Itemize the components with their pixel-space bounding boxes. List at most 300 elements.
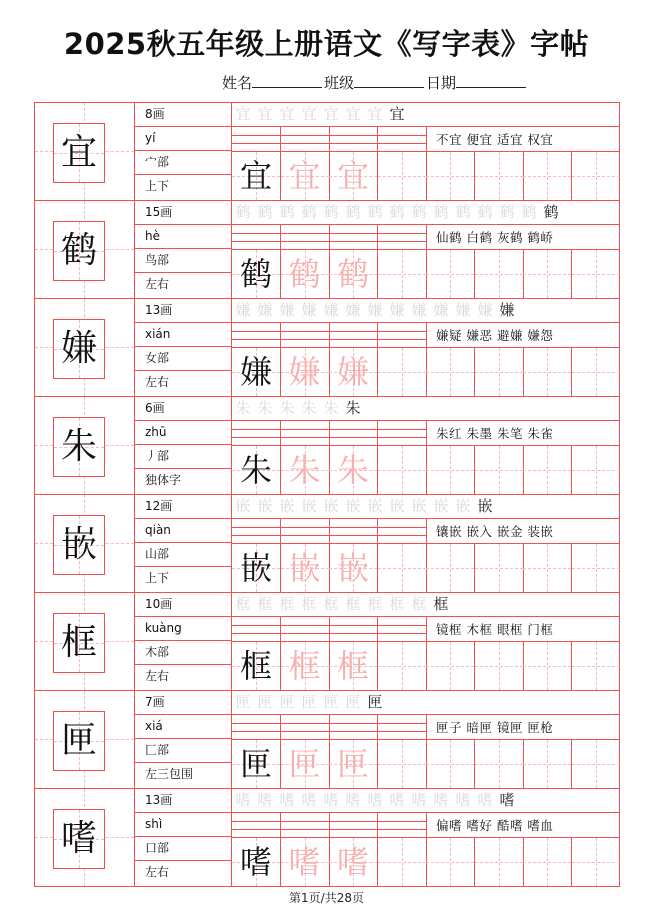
radical: 口部 xyxy=(134,837,231,861)
pinyin-writing-cell[interactable] xyxy=(378,617,427,641)
character-info xyxy=(134,299,232,396)
writing-cell[interactable] xyxy=(329,152,378,200)
character-info xyxy=(134,691,232,788)
writing-cell[interactable] xyxy=(232,642,281,690)
stroke-step: 嗜 xyxy=(279,791,295,809)
structure: 独体字 xyxy=(145,473,182,487)
guide-line xyxy=(572,568,620,569)
guide-line xyxy=(426,568,474,569)
pinyin-writing-cell[interactable] xyxy=(378,421,427,445)
pinyin-line xyxy=(378,241,426,242)
guide-line xyxy=(378,862,426,863)
model-character: 朱 xyxy=(60,426,97,467)
stroke-step: 框 xyxy=(279,595,295,613)
trace-character: 宜 xyxy=(336,157,369,195)
character-info xyxy=(134,495,232,592)
pinyin-writing-cell[interactable] xyxy=(329,813,378,837)
pinyin-line xyxy=(329,625,377,626)
writing-cell[interactable] xyxy=(281,838,330,886)
pinyin-line xyxy=(329,535,377,536)
guide-line xyxy=(523,568,571,569)
model-character-cell xyxy=(35,495,135,592)
structure: 左右 xyxy=(145,277,170,291)
pinyin-line xyxy=(232,143,280,144)
guide-line xyxy=(523,470,571,471)
trace-character: 匣 xyxy=(336,745,369,783)
stroke-order-row xyxy=(232,201,619,225)
writing-cell[interactable] xyxy=(378,838,427,886)
writing-cell[interactable] xyxy=(232,250,281,298)
pinyin-writing-cell[interactable] xyxy=(281,323,330,347)
writing-cell[interactable] xyxy=(232,544,281,592)
writing-cell[interactable] xyxy=(523,250,572,298)
date-label: 日期 xyxy=(426,74,457,92)
character-info xyxy=(134,103,232,200)
pinyin: xiá xyxy=(134,715,231,739)
pinyin-line xyxy=(378,821,426,822)
writing-cell[interactable] xyxy=(572,348,620,396)
writing-cell[interactable] xyxy=(523,838,572,886)
pinyin-line xyxy=(378,527,426,528)
model-character-cell xyxy=(35,397,135,494)
writing-cell[interactable] xyxy=(475,642,524,690)
model-character-cell xyxy=(35,691,135,788)
guide-line xyxy=(378,176,426,177)
stroke-step: 嫌 xyxy=(499,301,515,319)
pinyin-line xyxy=(329,723,377,724)
pinyin-row xyxy=(232,617,619,642)
pinyin: zhū xyxy=(134,421,231,445)
writing-cell[interactable] xyxy=(523,446,572,494)
guide-line xyxy=(378,470,426,471)
stroke-step: 鹤 xyxy=(279,203,295,221)
structure: 上下 xyxy=(145,179,170,193)
writing-cell[interactable] xyxy=(475,740,524,788)
writing-cell[interactable] xyxy=(523,152,572,200)
writing-cell[interactable] xyxy=(572,250,620,298)
stroke-step: 鹤 xyxy=(411,203,427,221)
trace-character: 框 xyxy=(288,647,321,685)
pinyin-line xyxy=(232,829,280,830)
stroke-step: 嗜 xyxy=(345,791,361,809)
pinyin-line xyxy=(281,821,329,822)
pinyin-writing-cell[interactable] xyxy=(232,813,281,837)
stroke-step: 嫌 xyxy=(367,301,383,319)
pinyin-writing-cell[interactable] xyxy=(329,225,378,249)
writing-cell[interactable] xyxy=(232,446,281,494)
guide-line xyxy=(378,568,426,569)
stroke-step: 嵌 xyxy=(389,497,405,515)
stroke-order-row xyxy=(232,103,619,127)
pinyin-line xyxy=(329,135,377,136)
pinyin-line xyxy=(281,527,329,528)
pinyin-writing-cell[interactable] xyxy=(378,225,427,249)
example-words: 镜框 木框 眼框 门框 xyxy=(436,622,554,637)
pinyin: yí xyxy=(134,127,231,151)
pinyin-writing-cell[interactable] xyxy=(329,519,378,543)
pinyin-writing-cell[interactable] xyxy=(281,813,330,837)
example-words: 镶嵌 嵌入 嵌金 装嵌 xyxy=(436,524,554,539)
model-character: 匣 xyxy=(60,720,97,761)
pinyin-line xyxy=(281,429,329,430)
stroke-step: 嫌 xyxy=(279,301,295,319)
pinyin-line xyxy=(232,633,280,634)
guide-line xyxy=(523,176,571,177)
example-character: 嫌 xyxy=(239,353,272,391)
pinyin-line xyxy=(329,339,377,340)
pinyin-writing-cell[interactable] xyxy=(281,617,330,641)
stroke-step: 嵌 xyxy=(257,497,273,515)
stroke-count: 7画 xyxy=(134,691,231,715)
pinyin-row xyxy=(232,813,619,838)
writing-cell[interactable] xyxy=(523,740,572,788)
trace-character: 框 xyxy=(336,647,369,685)
stroke-order-row xyxy=(232,495,619,519)
pinyin-writing-cell[interactable] xyxy=(232,617,281,641)
trace-character: 匣 xyxy=(288,745,321,783)
pinyin-line xyxy=(329,233,377,234)
stroke-count: 6画 xyxy=(134,397,231,421)
model-character-box xyxy=(53,319,105,379)
trace-character: 朱 xyxy=(288,451,321,489)
guide-line xyxy=(572,470,620,471)
stroke-order-row xyxy=(232,299,619,323)
structure: 左右 xyxy=(145,375,170,389)
guide-line xyxy=(426,666,474,667)
pinyin-row xyxy=(232,715,619,740)
guide-line xyxy=(523,862,571,863)
writing-cell[interactable] xyxy=(572,446,620,494)
pinyin-line xyxy=(281,437,329,438)
stroke-step: 嗜 xyxy=(235,791,251,809)
guide-line xyxy=(572,274,620,275)
guide-line xyxy=(426,470,474,471)
stroke-step: 宜 xyxy=(323,105,339,123)
writing-cell[interactable] xyxy=(572,544,620,592)
pinyin-line xyxy=(329,437,377,438)
writing-cell[interactable] xyxy=(329,250,378,298)
pinyin-writing-cell[interactable] xyxy=(329,715,378,739)
writing-cell[interactable] xyxy=(426,740,475,788)
stroke-step: 嵌 xyxy=(301,497,317,515)
stroke-step: 嗜 xyxy=(477,791,493,809)
date-blank[interactable] xyxy=(456,72,526,88)
pinyin-row xyxy=(232,225,619,250)
writing-cell[interactable] xyxy=(426,446,475,494)
example-words: 匣子 暗匣 镜匣 匣枪 xyxy=(436,720,554,735)
writing-cell[interactable] xyxy=(329,740,378,788)
pinyin-writing-cell[interactable] xyxy=(232,127,281,151)
writing-cell[interactable] xyxy=(378,348,427,396)
writing-cell[interactable] xyxy=(329,348,378,396)
writing-cell[interactable] xyxy=(523,544,572,592)
practice-grid xyxy=(232,691,619,788)
writing-cell[interactable] xyxy=(523,642,572,690)
pinyin-writing-cell[interactable] xyxy=(281,225,330,249)
guide-line xyxy=(378,372,426,373)
trace-character: 鹤 xyxy=(288,255,321,293)
pinyin-line xyxy=(281,331,329,332)
model-character-box xyxy=(53,613,105,673)
stroke-step: 嫌 xyxy=(323,301,339,319)
class-label: 班级 xyxy=(324,74,355,92)
writing-cell[interactable] xyxy=(281,348,330,396)
trace-character: 嵌 xyxy=(288,549,321,587)
pinyin-writing-cell[interactable] xyxy=(281,421,330,445)
guide-line xyxy=(523,666,571,667)
character-block xyxy=(35,103,619,201)
practice-grid xyxy=(232,103,619,200)
writing-cell[interactable] xyxy=(475,446,524,494)
stroke-step: 嫌 xyxy=(345,301,361,319)
writing-cell[interactable] xyxy=(281,740,330,788)
pinyin-writing-cell[interactable] xyxy=(378,519,427,543)
pinyin-line xyxy=(378,437,426,438)
example-character: 嗜 xyxy=(239,843,272,881)
stroke-count: 8画 xyxy=(134,103,231,127)
stroke-order-row xyxy=(232,593,619,617)
pinyin-line xyxy=(378,429,426,430)
stroke-step: 宜 xyxy=(301,105,317,123)
writing-cell[interactable] xyxy=(572,152,620,200)
pinyin-line xyxy=(378,233,426,234)
writing-cell[interactable] xyxy=(378,740,427,788)
writing-cell[interactable] xyxy=(572,838,620,886)
stroke-order-row xyxy=(232,789,619,813)
practice-grid xyxy=(232,397,619,494)
pinyin-writing-cell[interactable] xyxy=(281,127,330,151)
pinyin-line xyxy=(281,731,329,732)
writing-cell[interactable] xyxy=(475,838,524,886)
pinyin-line xyxy=(329,429,377,430)
pinyin-writing-cell[interactable] xyxy=(232,715,281,739)
trace-character: 嗜 xyxy=(288,843,321,881)
example-character: 嵌 xyxy=(239,549,272,587)
writing-cell[interactable] xyxy=(572,642,620,690)
pinyin-writing-cell[interactable] xyxy=(378,127,427,151)
pinyin-writing-cell[interactable] xyxy=(378,813,427,837)
practice-grid xyxy=(232,495,619,592)
pinyin-writing-cell[interactable] xyxy=(329,421,378,445)
pinyin-line xyxy=(281,135,329,136)
writing-cell[interactable] xyxy=(281,250,330,298)
page-title: 2025秋五年级上册语文《写字表》字帖 xyxy=(63,27,590,61)
stroke-step: 鹤 xyxy=(499,203,515,221)
guide-line xyxy=(523,274,571,275)
pinyin-line xyxy=(329,731,377,732)
writing-cell[interactable] xyxy=(572,740,620,788)
stroke-step: 嫌 xyxy=(301,301,317,319)
stroke-step: 嗜 xyxy=(389,791,405,809)
stroke-step: 鹤 xyxy=(477,203,493,221)
pinyin-writing-cell[interactable] xyxy=(232,323,281,347)
stroke-step: 匣 xyxy=(279,693,295,711)
trace-character: 嫌 xyxy=(288,353,321,391)
pinyin-writing-cell[interactable] xyxy=(329,617,378,641)
character-grid-sheet xyxy=(34,102,620,887)
stroke-step: 框 xyxy=(323,595,339,613)
writing-cell[interactable] xyxy=(523,348,572,396)
pinyin-line xyxy=(232,437,280,438)
pinyin-line xyxy=(232,339,280,340)
writing-cell[interactable] xyxy=(475,348,524,396)
stroke-count: 12画 xyxy=(134,495,231,519)
practice-grid xyxy=(232,593,619,690)
pinyin-line xyxy=(232,429,280,430)
stroke-order-row xyxy=(232,691,619,715)
writing-cell[interactable] xyxy=(329,544,378,592)
pinyin-line xyxy=(329,633,377,634)
writing-cell[interactable] xyxy=(281,544,330,592)
stroke-step: 嫌 xyxy=(455,301,471,319)
trace-character: 嗜 xyxy=(336,843,369,881)
writing-cell[interactable] xyxy=(232,348,281,396)
stroke-step: 鹤 xyxy=(389,203,405,221)
writing-cell[interactable] xyxy=(426,838,475,886)
pinyin-line xyxy=(281,829,329,830)
stroke-step: 朱 xyxy=(345,399,361,417)
writing-cell[interactable] xyxy=(329,642,378,690)
writing-cell[interactable] xyxy=(475,250,524,298)
radical: 丿部 xyxy=(134,445,231,469)
writing-cell[interactable] xyxy=(475,152,524,200)
class-blank[interactable] xyxy=(354,72,424,88)
pinyin-writing-cell[interactable] xyxy=(329,127,378,151)
pinyin-writing-cell[interactable] xyxy=(232,519,281,543)
character-block xyxy=(35,593,619,691)
example-words: 嫌疑 嫌恶 避嫌 嫌怨 xyxy=(436,328,554,343)
writing-cell[interactable] xyxy=(378,250,427,298)
writing-cell[interactable] xyxy=(426,250,475,298)
pinyin-line xyxy=(378,633,426,634)
stroke-step: 嗜 xyxy=(257,791,273,809)
pinyin-line xyxy=(281,633,329,634)
guide-line xyxy=(572,372,620,373)
guide-line xyxy=(475,274,523,275)
pinyin-line xyxy=(329,829,377,830)
model-character-cell xyxy=(35,593,135,690)
pinyin: qiàn xyxy=(134,519,231,543)
stroke-count: 13画 xyxy=(134,789,231,813)
writing-cell[interactable] xyxy=(232,838,281,886)
pinyin-line xyxy=(232,723,280,724)
pinyin-line xyxy=(378,339,426,340)
pinyin-writing-cell[interactable] xyxy=(378,715,427,739)
pinyin: kuàng xyxy=(134,617,231,641)
model-character: 鹤 xyxy=(60,230,97,271)
stroke-step: 嵌 xyxy=(323,497,339,515)
stroke-step: 匣 xyxy=(323,693,339,711)
stroke-step: 嗜 xyxy=(367,791,383,809)
writing-cell[interactable] xyxy=(378,152,427,200)
structure: 左三包围 xyxy=(145,767,194,781)
pinyin: shì xyxy=(134,813,231,837)
guide-line xyxy=(378,764,426,765)
pinyin-line xyxy=(232,241,280,242)
stroke-step: 鹤 xyxy=(543,203,559,221)
pinyin-row xyxy=(232,323,619,348)
stroke-step: 嵌 xyxy=(411,497,427,515)
writing-cell[interactable] xyxy=(232,740,281,788)
writing-cell[interactable] xyxy=(426,152,475,200)
name-blank[interactable] xyxy=(252,72,322,88)
guide-line xyxy=(572,764,620,765)
guide-line xyxy=(523,372,571,373)
stroke-step: 朱 xyxy=(257,399,273,417)
pinyin-line xyxy=(281,233,329,234)
model-character-box xyxy=(53,711,105,771)
stroke-step: 朱 xyxy=(323,399,339,417)
writing-cell[interactable] xyxy=(378,544,427,592)
stroke-step: 鹤 xyxy=(521,203,537,221)
stroke-step: 匣 xyxy=(235,693,251,711)
stroke-step: 鹤 xyxy=(301,203,317,221)
guide-line xyxy=(572,666,620,667)
writing-cell[interactable] xyxy=(378,446,427,494)
trace-character: 嵌 xyxy=(336,549,369,587)
stroke-step: 嗜 xyxy=(411,791,427,809)
stroke-step: 宜 xyxy=(389,105,405,123)
writing-cell[interactable] xyxy=(281,152,330,200)
pinyin-writing-cell[interactable] xyxy=(232,421,281,445)
writing-cell[interactable] xyxy=(232,152,281,200)
writing-cell[interactable] xyxy=(378,642,427,690)
pinyin-writing-cell[interactable] xyxy=(232,225,281,249)
character-block xyxy=(35,397,619,495)
model-character-box xyxy=(53,417,105,477)
writing-cell[interactable] xyxy=(426,642,475,690)
writing-cell[interactable] xyxy=(281,642,330,690)
guide-line xyxy=(378,666,426,667)
pinyin-writing-cell[interactable] xyxy=(329,323,378,347)
guide-line xyxy=(475,568,523,569)
stroke-step: 朱 xyxy=(235,399,251,417)
stroke-step: 嵌 xyxy=(477,497,493,515)
pinyin-line xyxy=(378,723,426,724)
stroke-step: 嵌 xyxy=(279,497,295,515)
stroke-step: 嵌 xyxy=(367,497,383,515)
practice-grid xyxy=(232,789,619,886)
pinyin-writing-cell[interactable] xyxy=(378,323,427,347)
writing-cell[interactable] xyxy=(426,544,475,592)
stroke-step: 嫌 xyxy=(477,301,493,319)
trace-character: 嫌 xyxy=(336,353,369,391)
stroke-step: 框 xyxy=(411,595,427,613)
model-character-cell xyxy=(35,201,135,298)
writing-cell[interactable] xyxy=(329,446,378,494)
stroke-order-row xyxy=(232,397,619,421)
stroke-step: 嗜 xyxy=(499,791,515,809)
writing-cell[interactable] xyxy=(329,838,378,886)
stroke-step: 嫌 xyxy=(389,301,405,319)
writing-cell[interactable] xyxy=(281,446,330,494)
character-block xyxy=(35,495,619,593)
pinyin-writing-cell[interactable] xyxy=(281,715,330,739)
pinyin-row xyxy=(232,421,619,446)
trace-character: 鹤 xyxy=(336,255,369,293)
writing-cell[interactable] xyxy=(426,348,475,396)
pinyin-line xyxy=(281,339,329,340)
writing-cell[interactable] xyxy=(475,544,524,592)
pinyin-line xyxy=(232,625,280,626)
structure: 左右 xyxy=(145,669,170,683)
pinyin-line xyxy=(329,821,377,822)
pinyin-writing-cell[interactable] xyxy=(281,519,330,543)
model-character: 宜 xyxy=(60,132,97,173)
guide-line xyxy=(475,176,523,177)
guide-line xyxy=(426,764,474,765)
character-info xyxy=(134,201,232,298)
